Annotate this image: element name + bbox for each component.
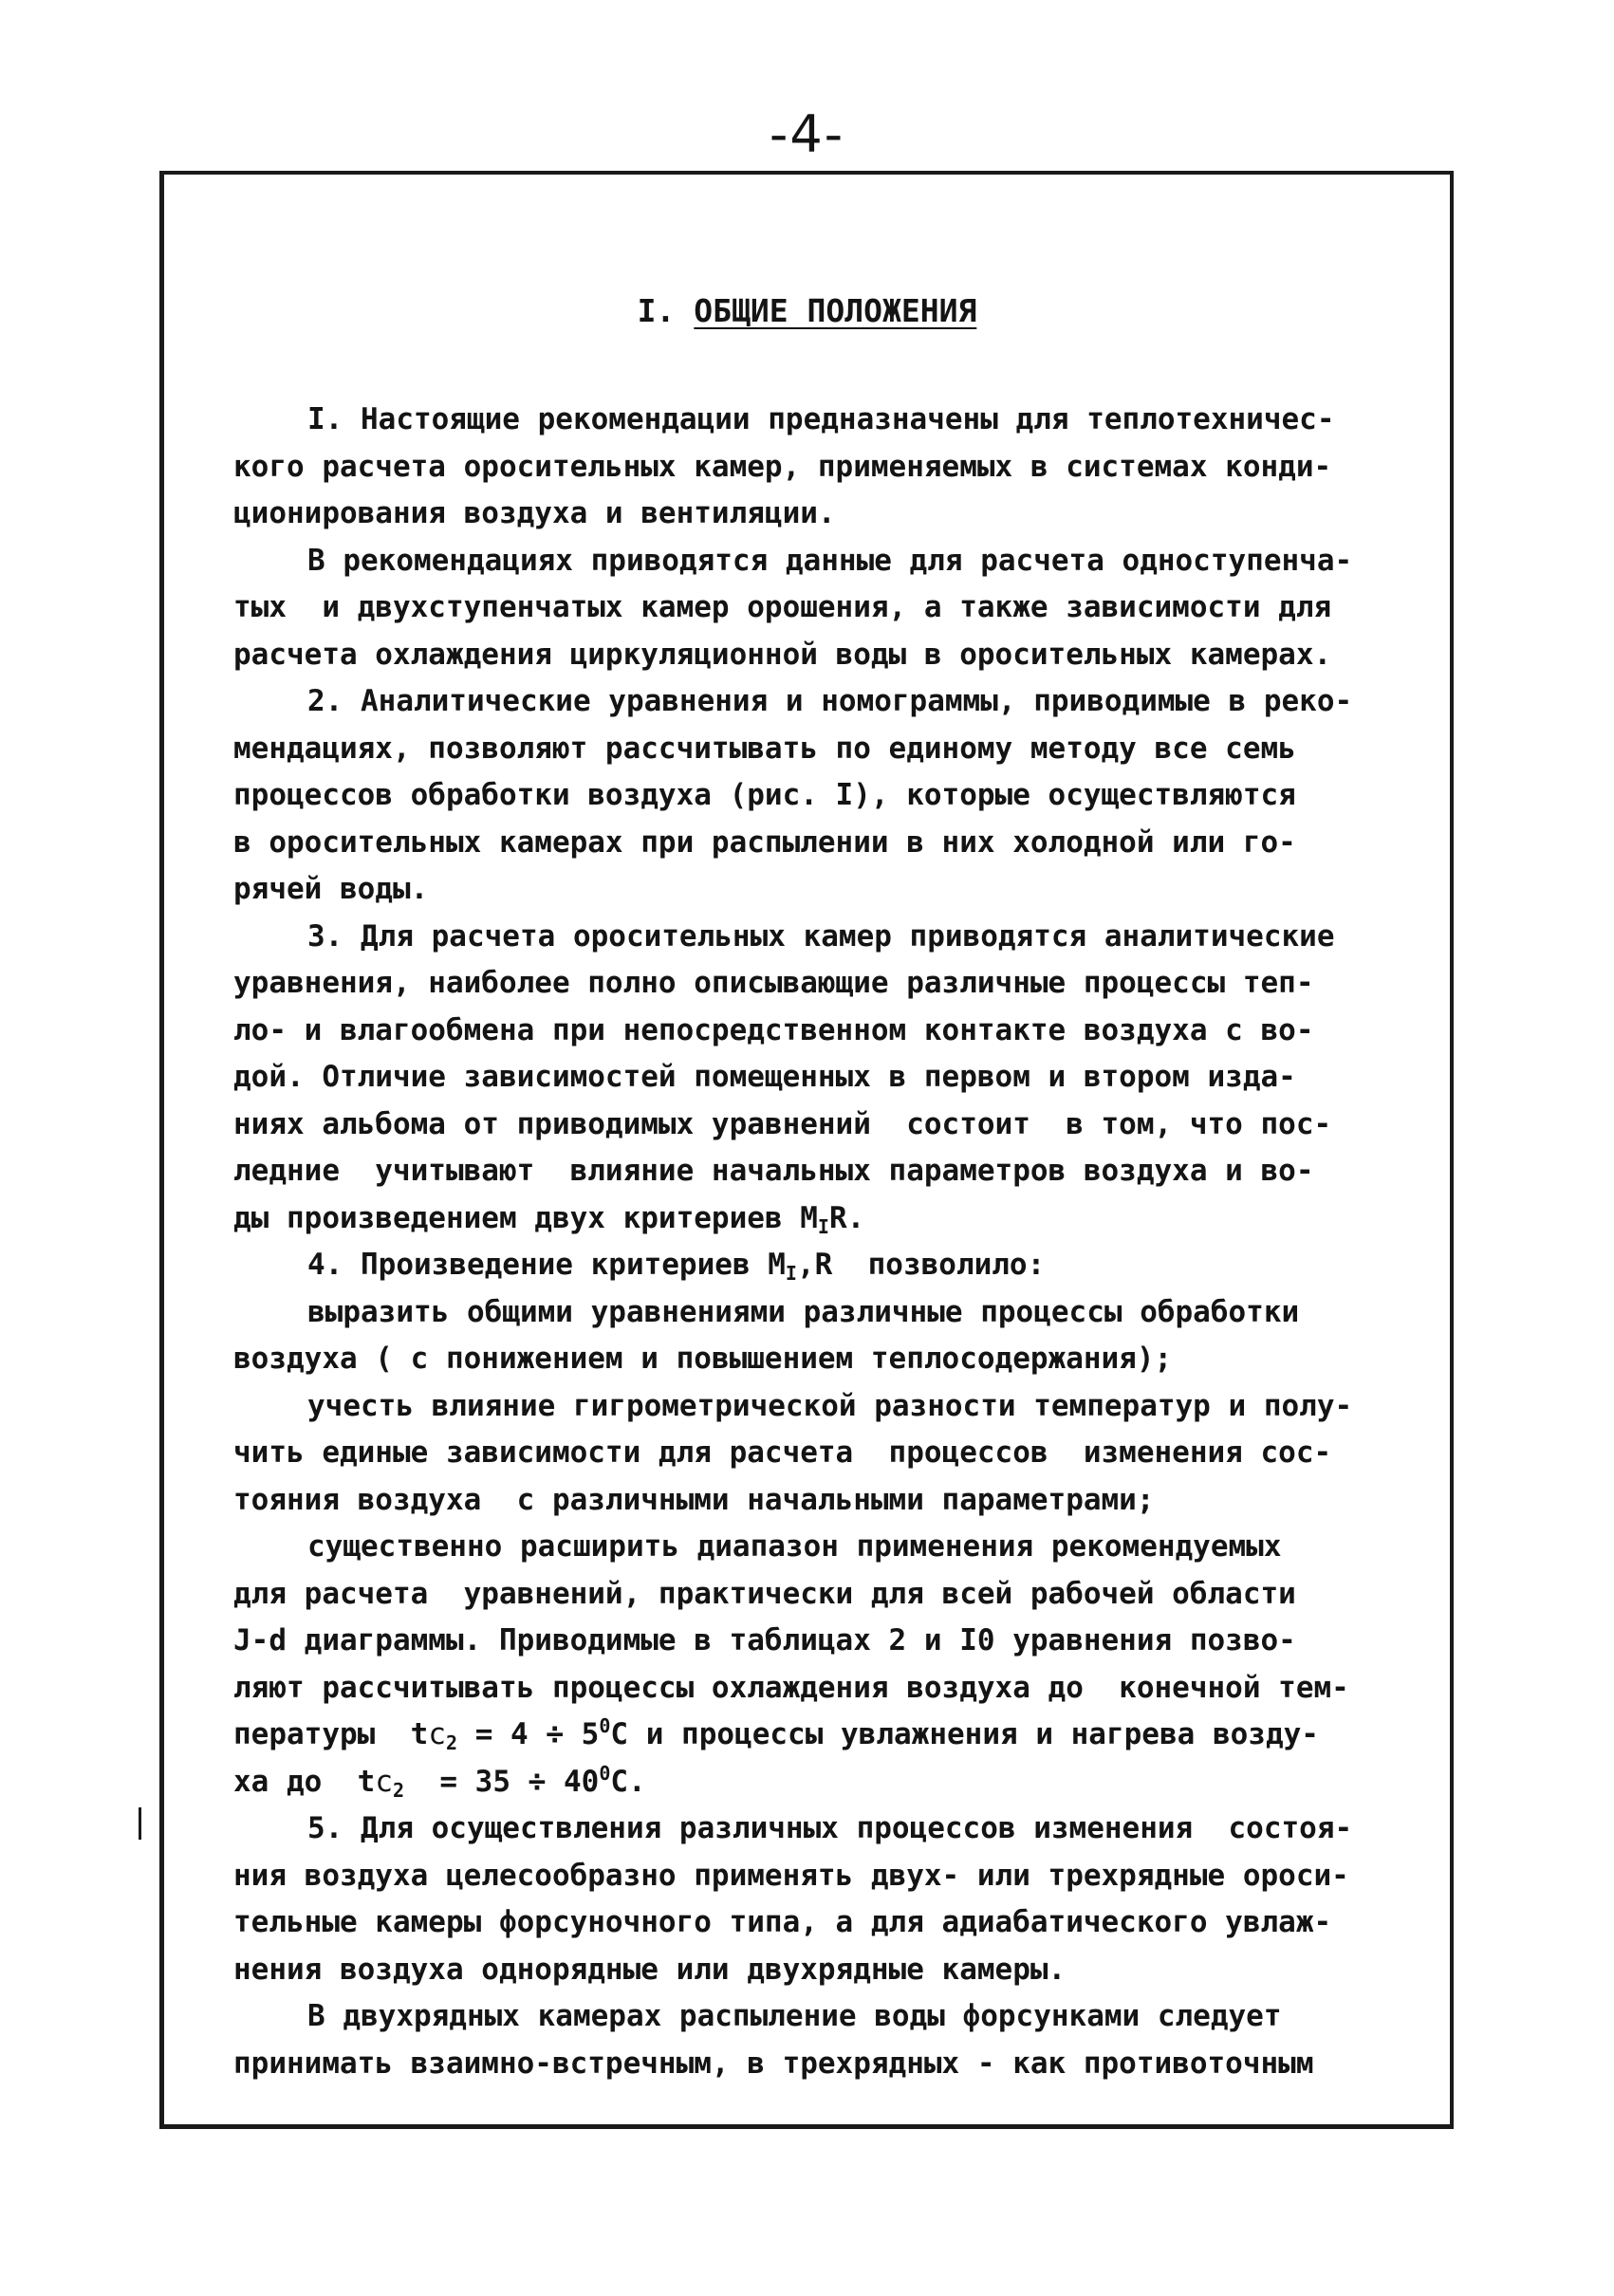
body-line: процессов обработки воздуха (рис. I), которые осуществляются [233,778,1296,812]
body-line: тельные камеры форсуночного типа, а для адиабатического увлаж- [233,1905,1332,1939]
body-line: кого расчета оросительных камер, применяемых в системах конди- [233,449,1332,484]
body-line: 2. Аналитические уравнения и номограммы, приводимые в реко- [307,684,1353,718]
body-line: I. Настоящие рекомендации предназначены для теплотехничес- [307,402,1335,436]
section-heading [0,292,1614,329]
body-line: в оросительных камерах при распылении в них холодной или го- [233,824,1296,860]
body-line: мендациях, позволяют рассчитывать по единому методу все семь [233,731,1296,766]
body-line: В двухрядных камерах распыление воды форсунками следует [307,1999,1282,2033]
body-line: В рекомендациях приводятся данные для расчета одноступенча- [307,543,1353,578]
body-line: J-d диаграммы. Приводимые в таблицах 2 и I0 уравнения позво- [233,1623,1296,1657]
body-line: ха до $tc_2 = 35 \div 40^0C$. [233,1761,646,1802]
body-line: ния воздуха целесообразно применять двух- или трехрядные ороси- [233,1858,1349,1893]
body-line: уравнения, наиболее полно описывающие различные процессы теп- [233,966,1314,1000]
page-number: -4- [769,104,845,164]
body-line: пературы $tc_2 = 4 \div 5^0C$ и процессы увлажнения и нагрева возду- [233,1714,1319,1754]
body-line: 5. Для осуществления различных процессов изменения состоя- [307,1811,1353,1845]
body-line: для расчета уравнений, практически для всей рабочей области [233,1576,1296,1611]
body-line: расчета охлаждения циркуляционной воды в оросительных камерах. [233,637,1332,672]
body-line: ды произведением двух критериев $M_IR$. [233,1200,865,1238]
body-line: учесть влияние гигрометрической разности температур и полу- [307,1388,1353,1423]
body-line: дой. Отличие зависимостей помещенных в первом и втором изда- [233,1060,1296,1094]
body-line: ледние учитывают влияние начальных параметров воздуха и во- [233,1154,1314,1188]
body-line: ционирования воздуха и вентиляции. [233,496,836,530]
body-line: ляют рассчитывать процессы охлаждения воздуха до конечной тем- [233,1670,1349,1705]
body-line: нения воздуха однорядные или двухрядные камеры. [233,1952,1067,1987]
body-line: 3. Для расчета оросительных камер приводятся аналитические [307,918,1335,954]
body-line: ниях альбома от приводимых уравнений состоит в том, что пос- [233,1106,1332,1141]
body-line: рячей воды. [233,872,429,906]
section-number: I. [637,292,676,329]
section-title: ОБЩИЕ ПОЛОЖЕНИЯ [694,292,977,329]
body-line: существенно расширить диапазон применения рекомендуемых [307,1529,1282,1564]
body-line: 4. Произведение критериев $M_I,R$ позволило: [307,1248,1046,1285]
body-line: тояния воздуха с различными начальными параметрами; [233,1482,1155,1517]
body-line: чить единые зависимости для расчета процессов изменения сос- [233,1435,1332,1470]
body-text [233,397,1448,2087]
body-line: тых и двухступенчатых камер орошения, а также зависимости для [233,590,1332,624]
margin-mark [139,1807,141,1840]
body-line: ло- и влагообмена при непосредственном контакте воздуха с во- [233,1012,1314,1047]
body-line: воздуха ( с понижением и повышением теплосодержания); [233,1342,1173,1376]
body-line: принимать взаимно-встречным, в трехрядных - как противоточным [233,2046,1314,2081]
body-line: выразить общими уравнениями различные процессы обработки [307,1294,1300,1329]
